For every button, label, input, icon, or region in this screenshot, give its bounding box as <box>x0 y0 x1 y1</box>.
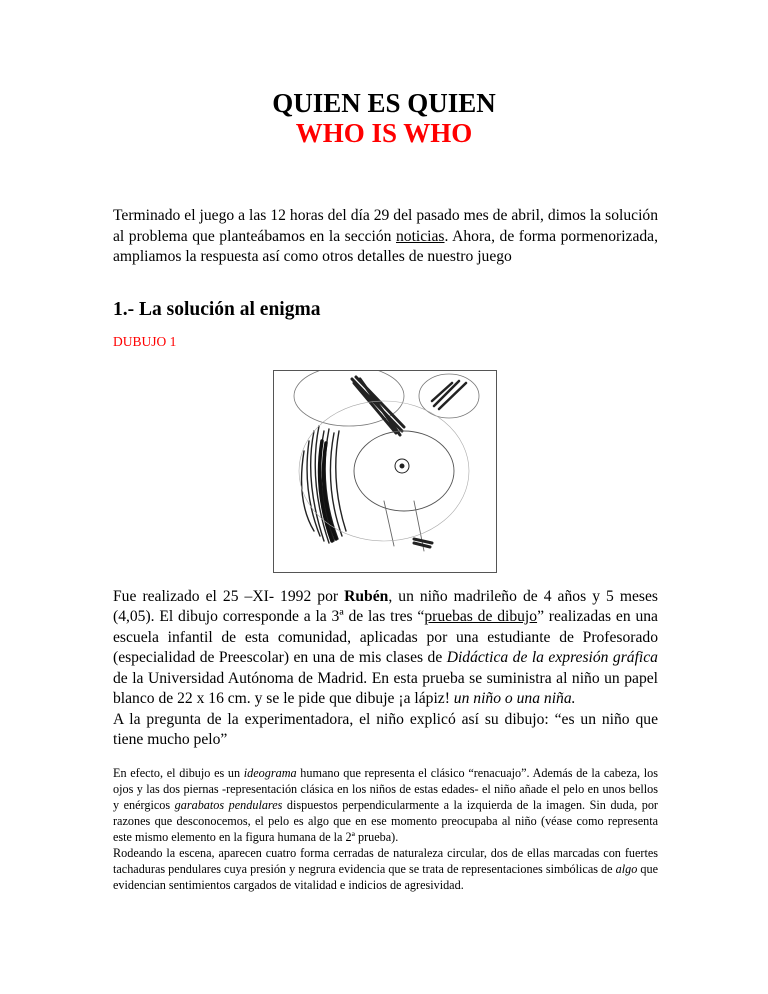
noticias-link[interactable]: noticias <box>396 227 445 245</box>
pruebas-de-dibujo-link[interactable]: pruebas de dibujo <box>424 608 538 625</box>
drawing-label: DUBUJO 1 <box>113 333 177 349</box>
document-title: QUIEN ES QUIEN <box>272 88 496 118</box>
text: Fue realizado el 25 –XI- 1992 por <box>113 587 345 605</box>
section-heading: 1.- La solución al enigma <box>113 298 321 320</box>
term: ideograma <box>243 765 297 780</box>
child-drawing-image <box>273 370 497 573</box>
child-name: Rubén <box>344 587 389 605</box>
term: garabatos pendulares <box>174 797 283 812</box>
text: que evidencian sentimientos cargados de vitalidad e indicios de agresividad. <box>113 861 658 892</box>
intro-paragraph <box>113 206 658 268</box>
course-name: Didáctica de la expresión gráfica <box>446 649 658 666</box>
document-subtitle: WHO IS WHO <box>295 118 473 148</box>
text: de la Universidad Autónoma de Madrid. En esta prueba se suministra al niño un papel blanco de 22 x 16 cm. y se le pide que dibuje ¡a lápiz! <box>113 669 658 707</box>
text: ” realizadas en una escuela infantil de esta comunidad, aplicadas por una estudiante de Profesorado (especialidad de Preescolar) en una de mis clases de <box>113 608 658 666</box>
task-text: un niño o una niña. <box>453 690 576 707</box>
text: Terminado el juego a las 12 horas del día 29 del pasado mes de abril, dimos la solución al problema que planteábamos en la sección <box>113 207 658 245</box>
description-paragraph <box>113 587 658 751</box>
term: algo <box>615 861 638 876</box>
text: Rodeando la escena, aparecen cuatro forma cerradas de naturaleza circular, dos de ellas marcadas con fuertes tachaduras pendulares cuya presión y negrura evidencia que se trata de representaciones simbólicas de <box>113 845 658 876</box>
text: En efecto, el dibujo es un <box>113 765 244 780</box>
commentary-paragraph <box>113 765 658 893</box>
text: . Ahora, de forma pormenorizada, ampliamos la respuesta así como otros detalles de nuestro juego <box>113 227 658 265</box>
text: dispuestos perpendicularmente a la izquierda de la imagen. Sin duda, por razones que desconocemos, el pelo es algo que en ese momento preocupaba al niño (véase como representa este mismo elemento en la figura humana de la 2ª prueba). <box>113 797 658 844</box>
text: humano que representa el clásico “renacuajo”. Además de la cabeza, los ojos y las dos piernas -representación clásica en los niños de estas edades- el niño añade el pelo en unos bellos y enérgicos <box>113 765 658 812</box>
text: , un niño madrileño de 4 años y 5 meses (4,05). El dibujo corresponde a la 3ª de las tres “ <box>113 587 658 625</box>
text: A la pregunta de la experimentadora, el niño explicó así su dibujo: “es un niño que tiene mucho pelo” <box>113 710 658 748</box>
